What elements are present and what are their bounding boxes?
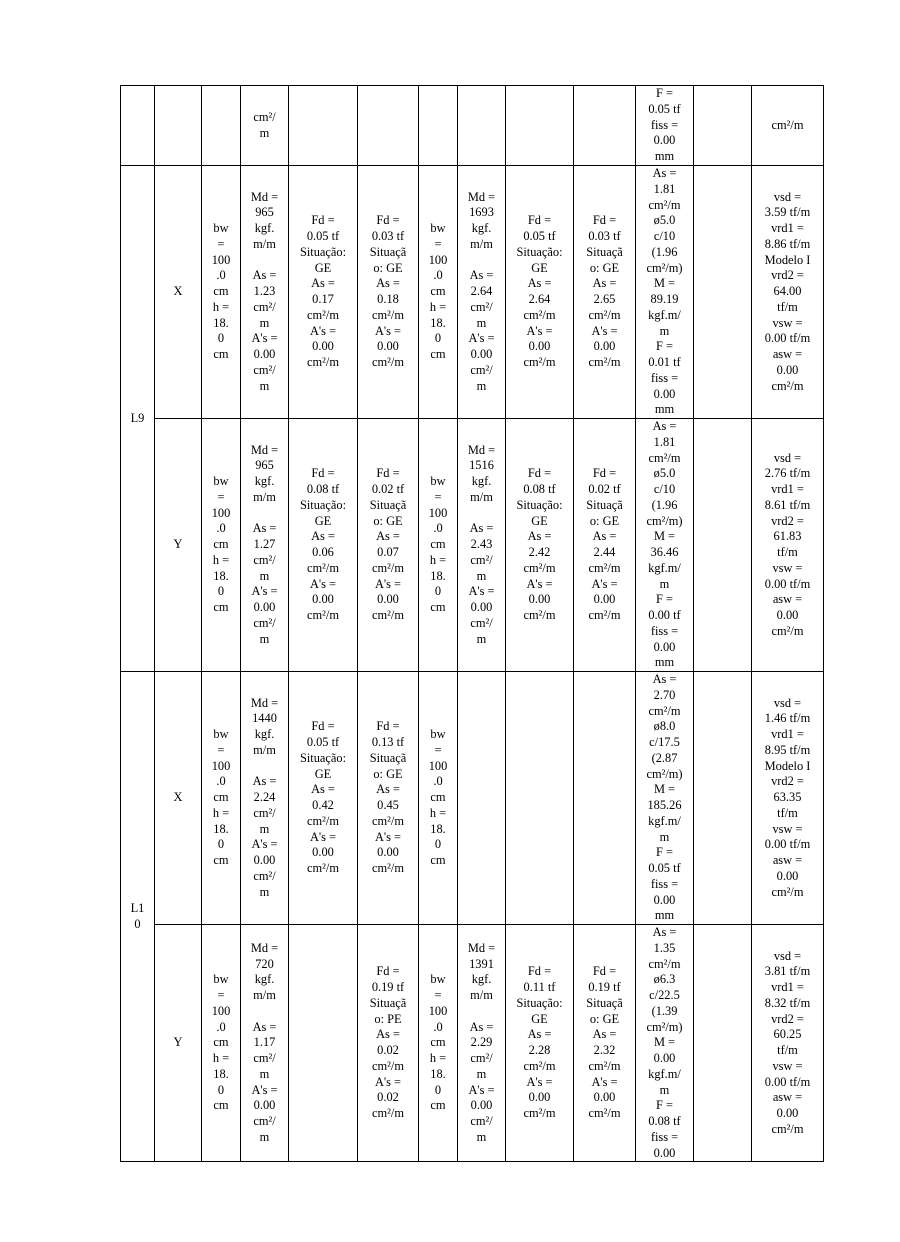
force-text: Fd = 0.03 tf Situaçã o: GE As = 0.18 cm²/m A's = 0.00 cm²/m bbox=[369, 213, 407, 369]
force-text: Fd = 0.19 tf Situaçã o: GE As = 2.32 cm²/m A's = 0.00 cm²/m bbox=[586, 964, 623, 1121]
reinforcement-cell bbox=[636, 86, 694, 166]
force-text: Fd = 0.02 tf Situaçã o: GE As = 0.07 cm²/m A's = 0.00 cm²/m bbox=[369, 466, 407, 622]
force-text: Fd = 0.05 tf Situação: GE As = 0.42 cm²/m A's = 0.00 cm²/m bbox=[299, 719, 347, 875]
empty-cell bbox=[694, 86, 752, 166]
direction-cell bbox=[155, 419, 202, 672]
moment-cell bbox=[458, 86, 506, 166]
moment-text: Md = 965 kgf. m/m As = 1.27 cm²/ m A's = 0.00 cm²/ m bbox=[250, 442, 279, 646]
section-cell bbox=[419, 925, 458, 1162]
force-text: Fd = 0.03 tf Situaçã o: GE As = 2.65 cm²/m A's = 0.00 cm²/m bbox=[586, 213, 623, 369]
direction-cell bbox=[155, 86, 202, 166]
force-cell bbox=[574, 419, 636, 672]
empty-cell bbox=[694, 419, 752, 672]
force-text: Fd = 0.05 tf Situação: GE As = 0.17 cm²/m A's = 0.00 cm²/m bbox=[299, 213, 347, 369]
force-cell bbox=[289, 86, 358, 166]
moment-text: Md = 1440 kgf. m/m As = 2.24 cm²/ m A's = 0.00 cm²/ m bbox=[250, 695, 279, 899]
moment-cell bbox=[241, 672, 289, 925]
table-row bbox=[121, 419, 824, 672]
force-cell bbox=[289, 672, 358, 925]
shear-text: vsd = 2.76 tf/m vrd1 = 8.61 tf/m vrd2 = 61.83 tf/m vsw = 0.00 tf/m asw = 0.00 cm²/m bbox=[764, 450, 811, 638]
section-cell bbox=[202, 166, 241, 419]
section-text: bw = 100 .0 cm h = 18. 0 cm bbox=[211, 474, 231, 615]
section-text: bw = 100 .0 cm h = 18. 0 cm bbox=[211, 221, 231, 362]
moment-text: Md = 720 kgf. m/m As = 1.17 cm²/ m A's = 0.00 cm²/ m bbox=[250, 940, 279, 1144]
section-cell bbox=[202, 419, 241, 672]
slab-name: L9 bbox=[130, 410, 145, 425]
force-cell bbox=[289, 166, 358, 419]
slab-cell bbox=[121, 86, 155, 166]
force-text: Fd = 0.05 tf Situação: GE As = 2.64 cm²/m A's = 0.00 cm²/m bbox=[516, 213, 563, 369]
force-cell bbox=[574, 166, 636, 419]
reinforcement-cell bbox=[636, 672, 694, 925]
reinforcement-cell bbox=[636, 166, 694, 419]
shear-text: cm²/m bbox=[771, 117, 804, 132]
shear-cell bbox=[752, 86, 824, 166]
shear-text: vsd = 1.46 tf/m vrd1 = 8.95 tf/m Modelo I vrd2 = 63.35 tf/m vsw = 0.00 tf/m asw = 0.00 cm²/m bbox=[764, 695, 811, 899]
force-cell bbox=[289, 419, 358, 672]
force-text: Fd = 0.02 tf Situaçã o: GE As = 2.44 cm²/m A's = 0.00 cm²/m bbox=[586, 466, 623, 622]
shear-cell bbox=[752, 672, 824, 925]
slab-name-cell bbox=[121, 166, 155, 672]
direction-cell bbox=[155, 925, 202, 1162]
slab-design-table bbox=[120, 85, 824, 1162]
shear-text: vsd = 3.59 tf/m vrd1 = 8.86 tf/m Modelo I vrd2 = 64.00 tf/m vsw = 0.00 tf/m asw = 0.00 cm²/m bbox=[764, 189, 811, 393]
table-row bbox=[121, 925, 824, 1162]
section-text: bw = 100 .0 cm h = 18. 0 cm bbox=[428, 474, 448, 615]
section-text: bw = 100 .0 cm h = 18. 0 cm bbox=[428, 972, 448, 1113]
reinforcement-text: F = 0.05 tf fiss = 0.00 mm bbox=[648, 86, 681, 164]
force-cell bbox=[506, 925, 574, 1162]
reinforcement-text: As = 1.81 cm²/m ø5.0 c/10 (1.96 cm²/m) M = 36.46 kgf.m/ m F = 0.00 tf fiss = 0.00 mm bbox=[646, 419, 683, 670]
force-cell bbox=[574, 925, 636, 1162]
force-text: Fd = 0.11 tf Situação: GE As = 2.28 cm²/m A's = 0.00 cm²/m bbox=[516, 964, 563, 1121]
section-text: bw = 100 .0 cm h = 18. 0 cm bbox=[211, 727, 231, 868]
force-text: Fd = 0.19 tf Situaçã o: PE As = 0.02 cm²/m A's = 0.02 cm²/m bbox=[369, 964, 407, 1121]
reinforcement-text: As = 2.70 cm²/m ø8.0 c/17.5 (2.87 cm²/m) M = 185.26 kgf.m/ m F = 0.05 tf fiss = 0.00 mm bbox=[646, 672, 683, 923]
moment-cell bbox=[458, 166, 506, 419]
shear-cell bbox=[752, 166, 824, 419]
direction-label: X bbox=[173, 790, 183, 805]
force-cell bbox=[358, 419, 419, 672]
section-cell bbox=[419, 419, 458, 672]
section-text: bw = 100 .0 cm h = 18. 0 cm bbox=[211, 972, 231, 1113]
force-cell bbox=[506, 672, 574, 925]
direction-label: Y bbox=[173, 537, 183, 552]
reinforcement-cell bbox=[636, 419, 694, 672]
section-cell bbox=[419, 672, 458, 925]
moment-text: Md = 965 kgf. m/m As = 1.23 cm²/ m A's = 0.00 cm²/ m bbox=[250, 189, 279, 393]
empty-cell bbox=[694, 166, 752, 419]
table-row bbox=[121, 672, 824, 925]
force-cell bbox=[506, 166, 574, 419]
slab-name-cell bbox=[121, 672, 155, 1162]
force-cell bbox=[506, 419, 574, 672]
section-cell bbox=[202, 925, 241, 1162]
force-text: Fd = 0.08 tf Situação: GE As = 0.06 cm²/m A's = 0.00 cm²/m bbox=[299, 466, 347, 622]
moment-text: Md = 1391 kgf. m/m As = 2.29 cm²/ m A's = 0.00 cm²/ m bbox=[467, 940, 496, 1144]
section-text: bw = 100 .0 cm h = 18. 0 cm bbox=[428, 727, 448, 868]
continuation-row bbox=[121, 86, 824, 166]
moment-text: cm²/ m bbox=[253, 109, 276, 140]
direction-label: X bbox=[173, 284, 183, 299]
force-text: Fd = 0.08 tf Situação: GE As = 2.42 cm²/m A's = 0.00 cm²/m bbox=[516, 466, 563, 622]
force-cell bbox=[358, 925, 419, 1162]
section-cell bbox=[202, 86, 241, 166]
reinforcement-text: As = 1.81 cm²/m ø5.0 c/10 (1.96 cm²/m) M = 89.19 kgf.m/ m F = 0.01 tf fiss = 0.00 mm bbox=[646, 166, 683, 417]
moment-cell bbox=[241, 419, 289, 672]
section-cell bbox=[419, 86, 458, 166]
moment-cell bbox=[458, 925, 506, 1162]
force-cell bbox=[506, 86, 574, 166]
moment-cell bbox=[241, 925, 289, 1162]
slab-name: L1 0 bbox=[130, 900, 145, 931]
empty-cell bbox=[694, 672, 752, 925]
section-cell bbox=[419, 166, 458, 419]
shear-cell bbox=[752, 419, 824, 672]
section-cell bbox=[202, 672, 241, 925]
force-cell bbox=[358, 672, 419, 925]
table-row bbox=[121, 166, 824, 419]
force-cell bbox=[574, 672, 636, 925]
direction-cell bbox=[155, 672, 202, 925]
moment-cell bbox=[458, 672, 506, 925]
shear-cell bbox=[752, 925, 824, 1162]
moment-text: Md = 1693 kgf. m/m As = 2.64 cm²/ m A's = 0.00 cm²/ m bbox=[467, 189, 496, 393]
moment-cell bbox=[241, 166, 289, 419]
direction-cell bbox=[155, 166, 202, 419]
section-text: bw = 100 .0 cm h = 18. 0 cm bbox=[428, 221, 448, 362]
shear-text: vsd = 3.81 tf/m vrd1 = 8.32 tf/m vrd2 = 60.25 tf/m vsw = 0.00 tf/m asw = 0.00 cm²/m bbox=[764, 948, 811, 1136]
reinforcement-text: As = 1.35 cm²/m ø6.3 c/22.5 (1.39 cm²/m) M = 0.00 kgf.m/ m F = 0.08 tf fiss = 0.00 bbox=[646, 925, 683, 1160]
direction-label: Y bbox=[173, 1035, 183, 1050]
force-cell bbox=[289, 925, 358, 1162]
force-cell bbox=[358, 166, 419, 419]
moment-text: Md = 1516 kgf. m/m As = 2.43 cm²/ m A's = 0.00 cm²/ m bbox=[467, 442, 496, 646]
moment-cell bbox=[458, 419, 506, 672]
empty-cell bbox=[694, 925, 752, 1162]
moment-cell bbox=[241, 86, 289, 166]
force-cell bbox=[574, 86, 636, 166]
force-text: Fd = 0.13 tf Situaçã o: GE As = 0.45 cm²/m A's = 0.00 cm²/m bbox=[369, 719, 407, 875]
reinforcement-cell bbox=[636, 925, 694, 1162]
force-cell bbox=[358, 86, 419, 166]
